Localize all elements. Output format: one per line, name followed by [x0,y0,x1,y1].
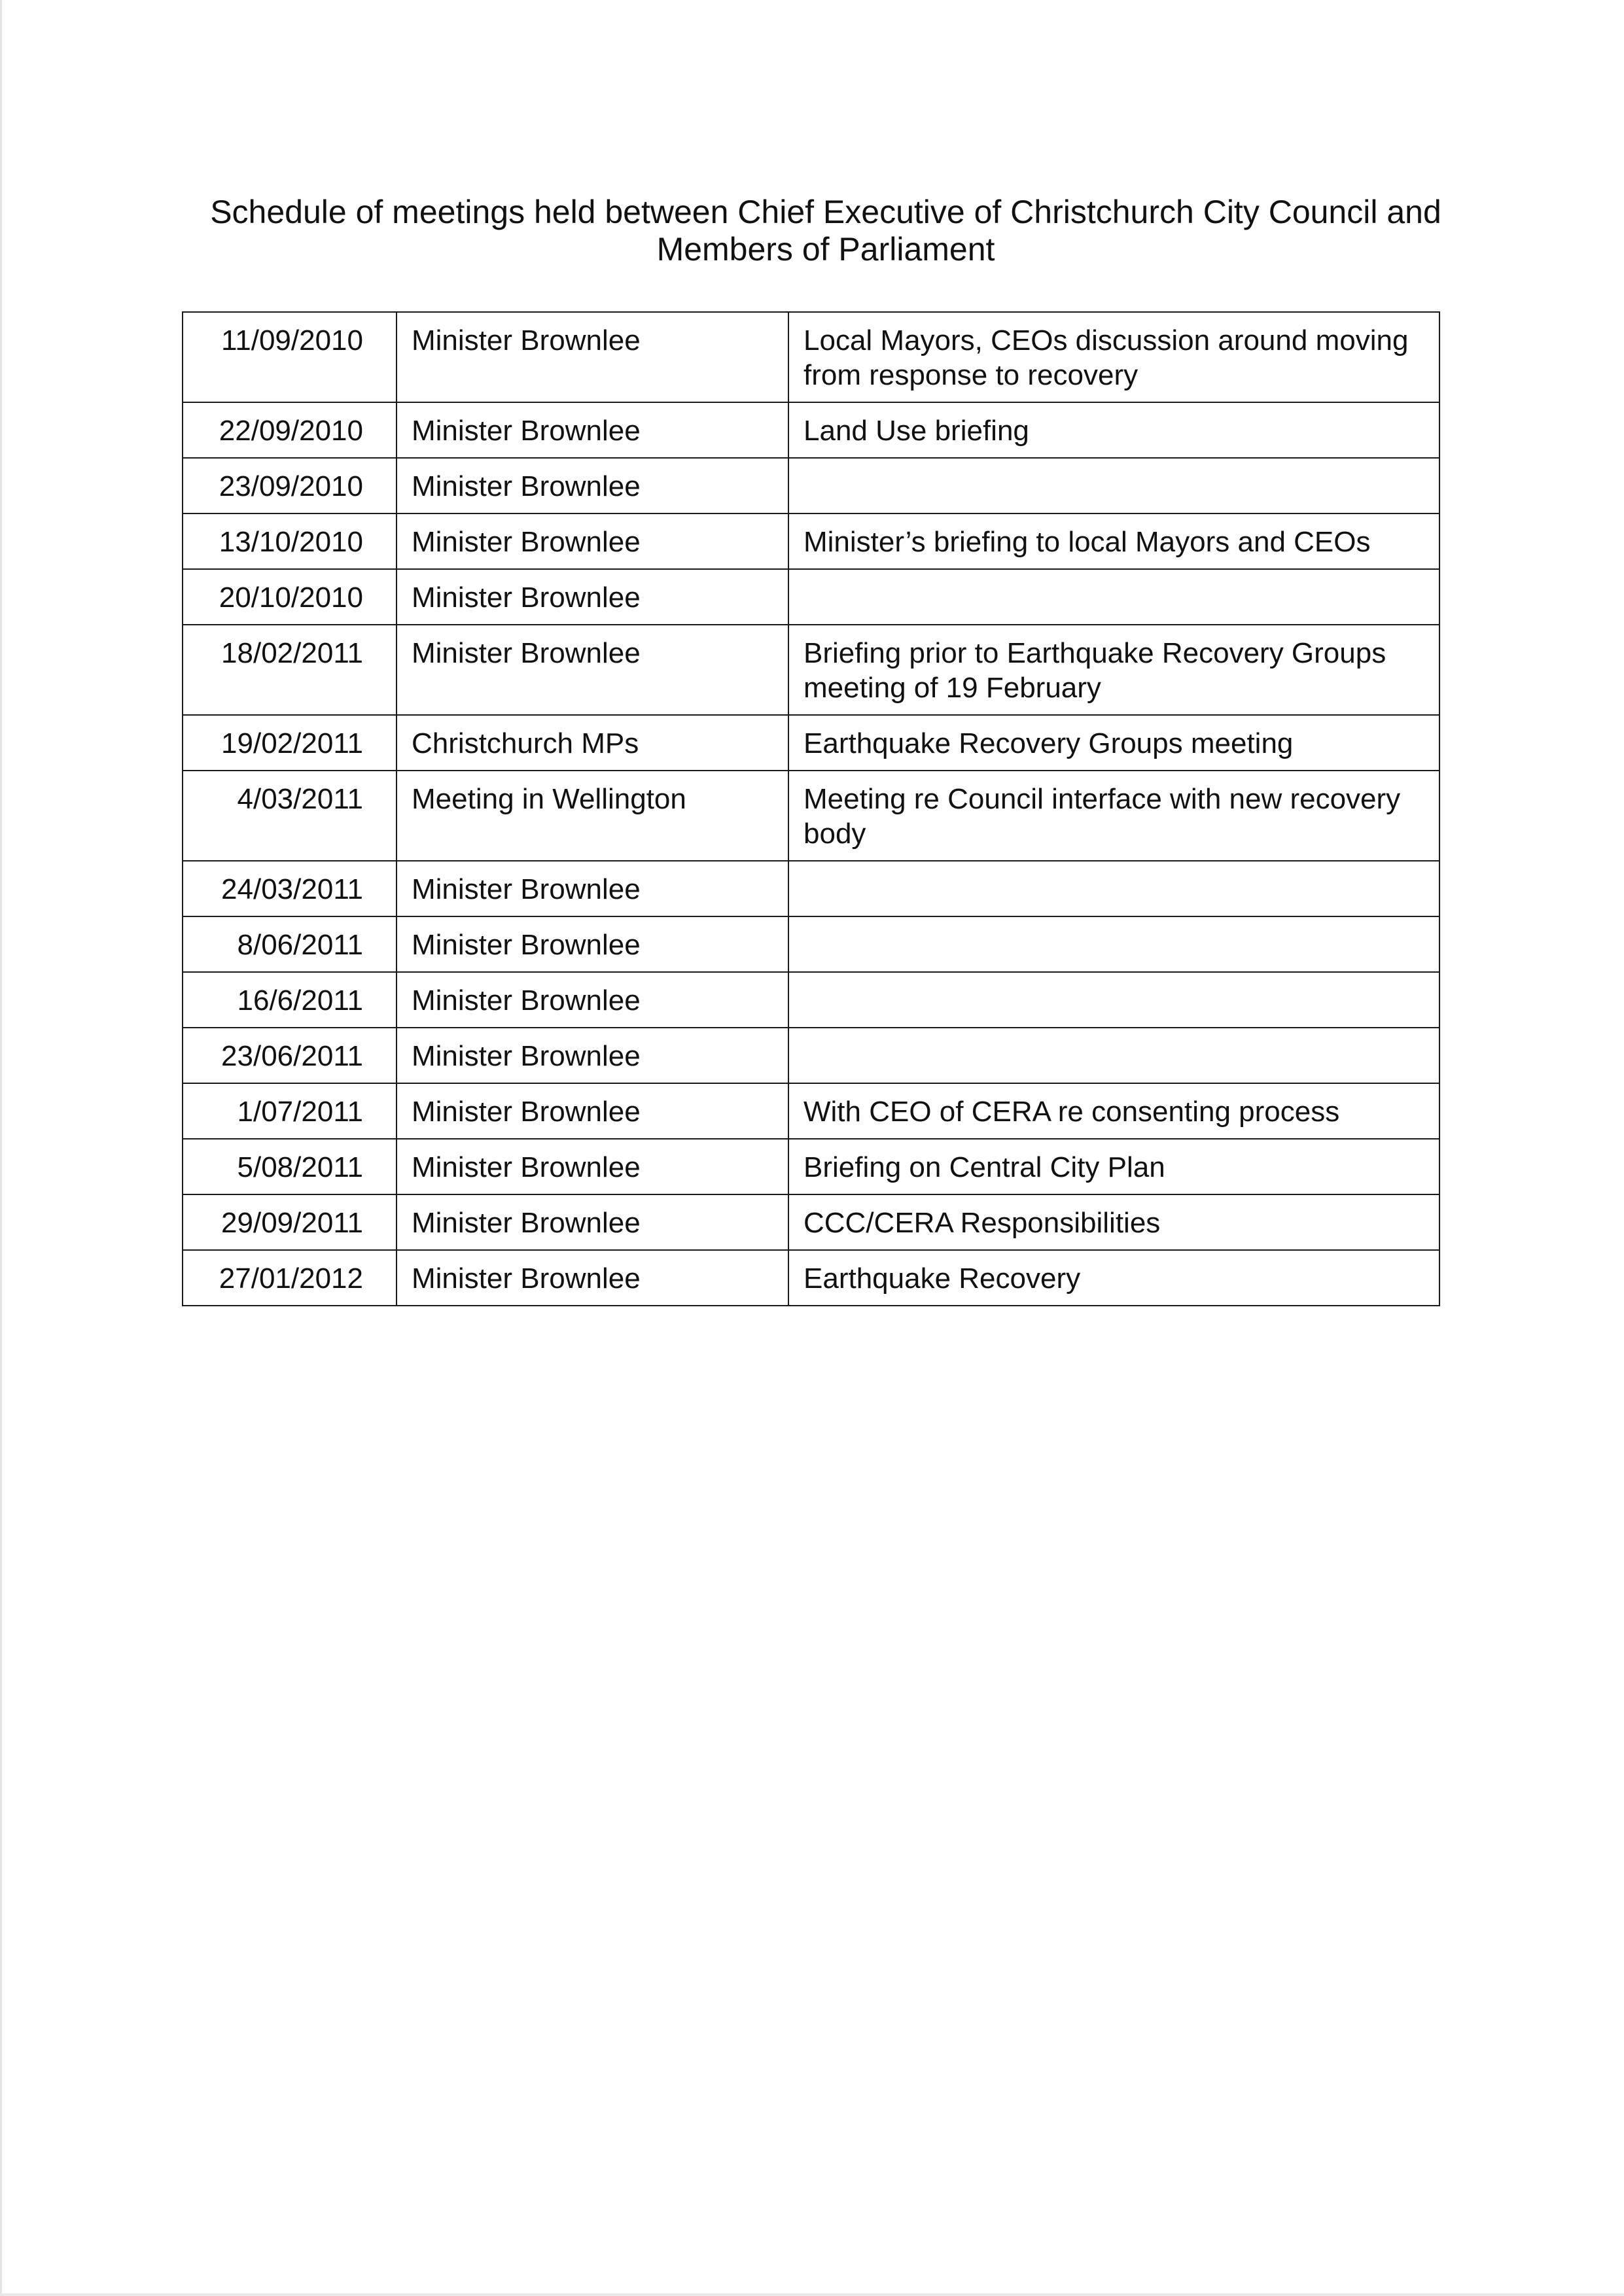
meeting-date-cell: 20/10/2010 [183,569,397,625]
title-line-1: Schedule of meetings held between Chief Executive of Christchurch City Council and [210,194,1441,230]
scan-edge [0,2293,1624,2296]
meeting-date-cell: 23/06/2011 [183,1028,397,1083]
meeting-with-cell: Minister Brownlee [397,916,788,972]
meeting-date-cell: 5/08/2011 [183,1139,397,1194]
table-row [183,312,1439,402]
meeting-date-cell: 22/09/2010 [183,402,397,458]
meeting-date-cell: 29/09/2011 [183,1194,397,1250]
meeting-with-cell: Minister Brownlee [397,402,788,458]
meeting-with-cell: Minister Brownlee [397,1194,788,1250]
table-row [183,916,1439,972]
meetings-table [182,311,1440,1306]
meeting-notes-cell: Local Mayors, CEOs discussion around moving from response to recovery [788,312,1439,402]
meeting-date-cell: 16/6/2011 [183,972,397,1028]
table-row [183,972,1439,1028]
meeting-date-cell: 24/03/2011 [183,861,397,916]
meeting-with-cell: Minister Brownlee [397,312,788,402]
meeting-date-cell: 27/01/2012 [183,1250,397,1306]
table-row [183,402,1439,458]
meeting-with-cell: Minister Brownlee [397,972,788,1028]
meeting-with-cell: Minister Brownlee [397,1028,788,1083]
document-title [131,194,1521,268]
table-row [183,458,1439,513]
meeting-date-cell: 8/06/2011 [183,916,397,972]
table-row [183,513,1439,569]
meeting-with-cell: Minister Brownlee [397,1250,788,1306]
meeting-with-cell: Minister Brownlee [397,1139,788,1194]
meeting-notes-cell: Minister’s briefing to local Mayors and CEOs [788,513,1439,569]
meeting-notes-cell: Earthquake Recovery Groups meeting [788,715,1439,771]
table-row [183,715,1439,771]
meeting-date-cell: 18/02/2011 [183,625,397,715]
meeting-with-cell: Minister Brownlee [397,861,788,916]
table-row [183,1028,1439,1083]
meeting-with-cell: Meeting in Wellington [397,771,788,861]
meeting-with-cell: Minister Brownlee [397,625,788,715]
meeting-with-cell: Minister Brownlee [397,513,788,569]
table-row [183,1139,1439,1194]
meeting-notes-cell: Briefing on Central City Plan [788,1139,1439,1194]
meeting-with-cell: Minister Brownlee [397,1083,788,1139]
table-row [183,569,1439,625]
table-row [183,1194,1439,1250]
meeting-with-cell: Christchurch MPs [397,715,788,771]
meeting-date-cell: 1/07/2011 [183,1083,397,1139]
meeting-notes-cell [788,916,1439,972]
meeting-notes-cell: Meeting re Council interface with new recovery body [788,771,1439,861]
meeting-date-cell: 13/10/2010 [183,513,397,569]
meeting-notes-cell: With CEO of CERA re consenting process [788,1083,1439,1139]
table-row [183,625,1439,715]
meeting-notes-cell [788,458,1439,513]
meeting-notes-cell: Land Use briefing [788,402,1439,458]
meeting-notes-cell [788,861,1439,916]
meeting-notes-cell: Briefing prior to Earthquake Recovery Groups meeting of 19 February [788,625,1439,715]
table-row [183,1083,1439,1139]
table-row [183,861,1439,916]
meeting-date-cell: 11/09/2010 [183,312,397,402]
meeting-notes-cell [788,972,1439,1028]
meeting-notes-cell [788,1028,1439,1083]
meeting-notes-cell: CCC/CERA Responsibilities [788,1194,1439,1250]
meeting-date-cell: 19/02/2011 [183,715,397,771]
table-row [183,771,1439,861]
meeting-with-cell: Minister Brownlee [397,458,788,513]
scan-edge [0,0,2,2296]
meeting-notes-cell [788,569,1439,625]
title-line-2: Members of Parliament [656,231,995,268]
meeting-date-cell: 4/03/2011 [183,771,397,861]
table-row [183,1250,1439,1306]
meetings-table-body [183,312,1439,1306]
meeting-with-cell: Minister Brownlee [397,569,788,625]
meeting-notes-cell: Earthquake Recovery [788,1250,1439,1306]
meeting-date-cell: 23/09/2010 [183,458,397,513]
